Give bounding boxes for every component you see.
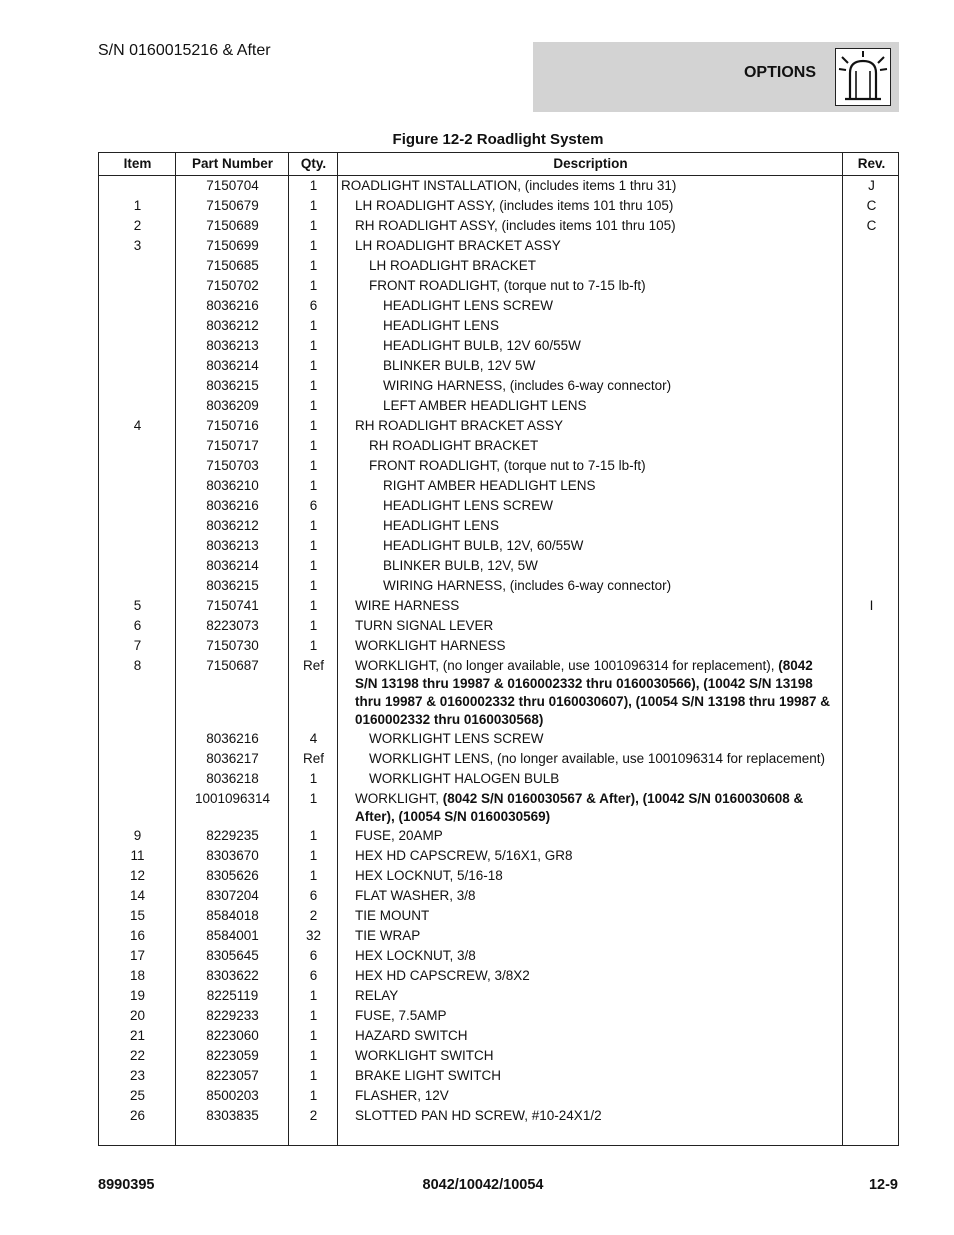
description-text: LH ROADLIGHT BRACKET <box>369 258 537 273</box>
description-text: WORKLIGHT SWITCH <box>355 1048 494 1063</box>
section-tab <box>533 42 899 112</box>
item-number: 15 <box>129 908 146 923</box>
description <box>341 729 835 748</box>
table-row <box>99 376 898 396</box>
table-row <box>99 1046 898 1066</box>
table-row <box>99 576 898 596</box>
part-number: 8036214 <box>206 558 259 573</box>
item-number: 8 <box>133 658 142 673</box>
quantity: 1 <box>309 338 318 353</box>
table-row <box>99 656 898 729</box>
description <box>341 749 835 768</box>
description <box>341 886 835 905</box>
description <box>341 576 835 595</box>
part-number: 8036217 <box>206 751 259 766</box>
table-row <box>99 926 898 946</box>
quantity: 1 <box>309 618 318 633</box>
description-text: HEADLIGHT LENS SCREW <box>383 498 554 513</box>
description <box>341 216 835 235</box>
table-row <box>99 516 898 536</box>
table-row <box>99 596 898 616</box>
item-number: 21 <box>129 1028 146 1043</box>
quantity: Ref <box>302 658 324 673</box>
quantity: 1 <box>309 518 318 533</box>
quantity: 6 <box>309 298 318 313</box>
quantity: 1 <box>309 198 318 213</box>
part-number: 8036218 <box>206 771 259 786</box>
part-number: 7150703 <box>206 458 259 473</box>
description-text: WIRING HARNESS, (includes 6-way connector) <box>383 578 672 593</box>
description <box>341 236 835 255</box>
description <box>341 1006 835 1025</box>
table-row <box>99 436 898 456</box>
description-text: BRAKE LIGHT SWITCH <box>355 1068 502 1083</box>
section-label: OPTIONS <box>743 64 816 81</box>
description-text: HEADLIGHT LENS SCREW <box>383 298 554 313</box>
description <box>341 336 835 355</box>
revision: J <box>868 178 875 193</box>
quantity: Ref <box>302 751 324 766</box>
item-number: 7 <box>133 638 142 653</box>
part-number: 8036212 <box>206 518 259 533</box>
quantity: 1 <box>309 578 318 593</box>
item-number: 9 <box>133 828 142 843</box>
description-text: FRONT ROADLIGHT, (torque nut to 7-15 lb-ft) <box>369 458 646 473</box>
item-number: 22 <box>129 1048 146 1063</box>
quantity: 1 <box>309 278 318 293</box>
part-number: 8500203 <box>206 1088 259 1103</box>
quantity: 1 <box>309 848 318 863</box>
table-row <box>99 336 898 356</box>
table-row <box>99 846 898 866</box>
description-text: FLAT WASHER, 3/8 <box>355 888 476 903</box>
description-text: HEADLIGHT LENS <box>383 318 500 333</box>
table-row <box>99 476 898 496</box>
description-text: WIRE HARNESS <box>355 598 460 613</box>
item-number: 19 <box>129 988 146 1003</box>
part-number: 8584001 <box>206 928 259 943</box>
part-number: 8229233 <box>206 1008 259 1023</box>
table-row <box>99 946 898 966</box>
figure-title: Figure 12-2 Roadlight System <box>392 131 604 148</box>
description-text: LEFT AMBER HEADLIGHT LENS <box>383 398 587 413</box>
quantity: 1 <box>309 178 318 193</box>
quantity: 1 <box>309 1008 318 1023</box>
description-serial-note: (8042 S/N 13198 thru 19987 & 0160002332 thru 0160030566), (10042 S/N 13198 thru 19987 & 0160002332 thru 0160030607), (10054 S/N 13198 thru 19987 & 0160002332 thru 0160030568) <box>355 658 831 727</box>
description <box>341 416 835 435</box>
description-text: WORKLIGHT, (no longer available, use 1001096314 for replacement), <box>355 658 779 673</box>
part-number: 8223060 <box>206 1028 259 1043</box>
quantity: 1 <box>309 791 318 806</box>
item-number: 25 <box>129 1088 146 1103</box>
description-text: ROADLIGHT INSTALLATION, (includes items 1 thru 31) <box>341 178 677 193</box>
header-rev: Rev. <box>857 156 886 171</box>
description-text: RH ROADLIGHT BRACKET <box>369 438 539 453</box>
revision: C <box>866 198 877 213</box>
table-row <box>99 236 898 256</box>
table-row <box>99 866 898 886</box>
quantity: 1 <box>309 438 318 453</box>
description <box>341 596 835 615</box>
quantity: 1 <box>309 1048 318 1063</box>
quantity: 1 <box>309 1028 318 1043</box>
description <box>341 376 835 395</box>
description <box>341 516 835 535</box>
description-text: HEADLIGHT LENS <box>383 518 500 533</box>
quantity: 1 <box>309 828 318 843</box>
description-text: RELAY <box>355 988 399 1003</box>
quantity: 4 <box>309 731 318 746</box>
description <box>341 296 835 315</box>
part-number: 7150685 <box>206 258 259 273</box>
table-row <box>99 216 898 236</box>
warning-light-icon <box>835 48 891 106</box>
quantity: 1 <box>309 638 318 653</box>
description <box>341 536 835 555</box>
description-text: WORKLIGHT LENS, (no longer available, use 1001096314 for replacement) <box>369 751 825 766</box>
table-row <box>99 356 898 376</box>
description-text: BLINKER BULB, 12V, 5W <box>383 558 538 573</box>
part-number: 7150704 <box>206 178 259 193</box>
part-number: 8584018 <box>206 908 259 923</box>
part-number: 8036212 <box>206 318 259 333</box>
description <box>341 356 835 375</box>
table-row <box>99 636 898 656</box>
part-number: 8036216 <box>206 298 259 313</box>
description <box>341 476 835 495</box>
item-number: 1 <box>133 198 142 213</box>
quantity: 6 <box>309 948 318 963</box>
description-text: WORKLIGHT HALOGEN BULB <box>369 771 560 786</box>
part-number: 7150717 <box>206 438 259 453</box>
part-number: 8225119 <box>206 988 259 1003</box>
description-text: HEX HD CAPSCREW, 3/8X2 <box>355 968 530 983</box>
description <box>341 1066 835 1085</box>
table-row <box>99 1106 898 1126</box>
table-row <box>99 1086 898 1106</box>
description-text: LH ROADLIGHT ASSY, (includes items 101 thru 105) <box>355 198 674 213</box>
description <box>341 176 835 195</box>
part-number: 1001096314 <box>194 791 271 806</box>
description <box>341 1106 835 1125</box>
description <box>341 1046 835 1065</box>
quantity: 1 <box>309 988 318 1003</box>
description <box>341 496 835 515</box>
quantity: 2 <box>309 1108 318 1123</box>
description <box>341 946 835 965</box>
table-row <box>99 416 898 436</box>
table-row <box>99 729 898 749</box>
description <box>341 986 835 1005</box>
part-number: 8303835 <box>206 1108 259 1123</box>
table-body <box>99 176 898 1126</box>
description-text: HEX LOCKNUT, 5/16-18 <box>355 868 503 883</box>
part-number: 7150679 <box>206 198 259 213</box>
description-text: RH ROADLIGHT BRACKET ASSY <box>355 418 564 433</box>
description-text: HEX HD CAPSCREW, 5/16X1, GR8 <box>355 848 573 863</box>
quantity: 1 <box>309 218 318 233</box>
quantity: 1 <box>309 1068 318 1083</box>
item-number: 26 <box>129 1108 146 1123</box>
part-number: 8036209 <box>206 398 259 413</box>
table-row <box>99 789 898 826</box>
table-row <box>99 176 898 196</box>
part-number: 8229235 <box>206 828 259 843</box>
item-number: 23 <box>129 1068 146 1083</box>
description-text: FUSE, 7.5AMP <box>355 1008 447 1023</box>
description-text: SLOTTED PAN HD SCREW, #10-24X1/2 <box>355 1108 602 1123</box>
part-number: 8036216 <box>206 731 259 746</box>
description <box>341 1086 835 1105</box>
table-row <box>99 296 898 316</box>
quantity: 6 <box>309 498 318 513</box>
quantity: 1 <box>309 398 318 413</box>
part-number: 7150702 <box>206 278 259 293</box>
table-row <box>99 986 898 1006</box>
description <box>341 826 835 845</box>
parts-table <box>98 152 899 1146</box>
quantity: 1 <box>309 378 318 393</box>
quantity: 1 <box>309 771 318 786</box>
description <box>341 456 835 475</box>
item-number: 4 <box>133 418 142 433</box>
table-row <box>99 316 898 336</box>
quantity: 1 <box>309 458 318 473</box>
table-row <box>99 886 898 906</box>
table-header <box>99 153 898 176</box>
item-number: 6 <box>133 618 142 633</box>
header-description: Description <box>553 156 628 171</box>
table-row <box>99 536 898 556</box>
quantity: 1 <box>309 358 318 373</box>
table-row <box>99 276 898 296</box>
description <box>341 276 835 295</box>
description <box>341 966 835 985</box>
part-number: 8223059 <box>206 1048 259 1063</box>
quantity: 1 <box>309 538 318 553</box>
part-number: 8036215 <box>206 578 259 593</box>
description <box>341 926 835 945</box>
table-row <box>99 966 898 986</box>
part-number: 8036215 <box>206 378 259 393</box>
footer-doc-number: 8990395 <box>98 1177 155 1193</box>
part-number: 8036216 <box>206 498 259 513</box>
quantity: 1 <box>309 868 318 883</box>
description <box>341 256 835 275</box>
part-number: 8303622 <box>206 968 259 983</box>
item-number: 5 <box>133 598 142 613</box>
part-number: 8036213 <box>206 338 259 353</box>
description <box>341 1026 835 1045</box>
description <box>341 906 835 925</box>
part-number: 8036213 <box>206 538 259 553</box>
description <box>341 396 835 415</box>
quantity: 1 <box>309 478 318 493</box>
description <box>341 636 835 655</box>
table-row <box>99 1066 898 1086</box>
description-text: WORKLIGHT, <box>355 791 443 806</box>
description <box>341 196 835 215</box>
part-number: 8223057 <box>206 1068 259 1083</box>
part-number: 8307204 <box>206 888 259 903</box>
part-number: 7150716 <box>206 418 259 433</box>
item-number: 17 <box>129 948 146 963</box>
table-row <box>99 396 898 416</box>
serial-number: S/N 0160015216 & After <box>98 42 271 59</box>
quantity: 1 <box>309 1088 318 1103</box>
description-text: LH ROADLIGHT BRACKET ASSY <box>355 238 561 253</box>
part-number: 7150730 <box>206 638 259 653</box>
table-row <box>99 906 898 926</box>
quantity: 1 <box>309 258 318 273</box>
footer-models: 8042/10042/10054 <box>422 1177 544 1193</box>
quantity: 1 <box>309 238 318 253</box>
description-text: FLASHER, 12V <box>355 1088 449 1103</box>
table-row <box>99 556 898 576</box>
part-number: 8305645 <box>206 948 259 963</box>
table-row <box>99 749 898 769</box>
quantity: 32 <box>305 928 322 943</box>
table-row <box>99 1006 898 1026</box>
revision: C <box>866 218 877 233</box>
quantity: 2 <box>309 908 318 923</box>
header-part-number: Part Number <box>191 156 274 171</box>
part-number: 8036210 <box>206 478 259 493</box>
item-number: 16 <box>129 928 146 943</box>
quantity: 6 <box>309 888 318 903</box>
description-text: FUSE, 20AMP <box>355 828 443 843</box>
description-serial-note: (8042 S/N 0160030567 & After), (10042 S/N 0160030608 & After), (10054 S/N 0160030569) <box>355 791 804 824</box>
item-number: 12 <box>129 868 146 883</box>
part-number: 7150741 <box>206 598 259 613</box>
table-row <box>99 616 898 636</box>
description-text: RH ROADLIGHT ASSY, (includes items 101 thru 105) <box>355 218 676 233</box>
description <box>341 769 835 788</box>
item-number: 2 <box>133 218 142 233</box>
item-number: 14 <box>129 888 146 903</box>
description <box>341 866 835 885</box>
item-number: 20 <box>129 1008 146 1023</box>
table-row <box>99 456 898 476</box>
description-text: BLINKER BULB, 12V 5W <box>383 358 536 373</box>
table-row <box>99 496 898 516</box>
table-row <box>99 826 898 846</box>
quantity: 6 <box>309 968 318 983</box>
description-text: HEADLIGHT BULB, 12V, 60/55W <box>383 538 584 553</box>
part-number: 7150689 <box>206 218 259 233</box>
revision: I <box>869 598 874 613</box>
description-text: WORKLIGHT HARNESS <box>355 638 506 653</box>
header-qty: Qty. <box>300 156 327 171</box>
table-row <box>99 196 898 216</box>
description-text: TIE MOUNT <box>355 908 430 923</box>
footer-page-number: 12-9 <box>868 1177 898 1193</box>
table-row <box>99 256 898 276</box>
item-number: 3 <box>133 238 142 253</box>
header-item: Item <box>123 156 152 171</box>
description-text: WIRING HARNESS, (includes 6-way connector) <box>383 378 672 393</box>
description <box>341 656 835 729</box>
description <box>341 616 835 635</box>
part-number: 8036214 <box>206 358 259 373</box>
description-text: HAZARD SWITCH <box>355 1028 468 1043</box>
table-row <box>99 1026 898 1046</box>
part-number: 8305626 <box>206 868 259 883</box>
description-text: WORKLIGHT LENS SCREW <box>369 731 544 746</box>
description <box>341 556 835 575</box>
quantity: 1 <box>309 318 318 333</box>
description-text: TIE WRAP <box>355 928 421 943</box>
part-number: 7150699 <box>206 238 259 253</box>
part-number: 8223073 <box>206 618 259 633</box>
description <box>341 789 835 826</box>
part-number: 7150687 <box>206 658 259 673</box>
description-text: FRONT ROADLIGHT, (torque nut to 7-15 lb-ft) <box>369 278 646 293</box>
description <box>341 846 835 865</box>
description-text: HEADLIGHT BULB, 12V 60/55W <box>383 338 581 353</box>
item-number: 11 <box>130 848 145 863</box>
description-text: RIGHT AMBER HEADLIGHT LENS <box>383 478 596 493</box>
quantity: 1 <box>309 558 318 573</box>
part-number: 8303670 <box>206 848 259 863</box>
description <box>341 316 835 335</box>
quantity: 1 <box>309 418 318 433</box>
description-text: HEX LOCKNUT, 3/8 <box>355 948 476 963</box>
description <box>341 436 835 455</box>
description-text: TURN SIGNAL LEVER <box>355 618 494 633</box>
item-number: 18 <box>129 968 146 983</box>
table-row <box>99 769 898 789</box>
quantity: 1 <box>309 598 318 613</box>
